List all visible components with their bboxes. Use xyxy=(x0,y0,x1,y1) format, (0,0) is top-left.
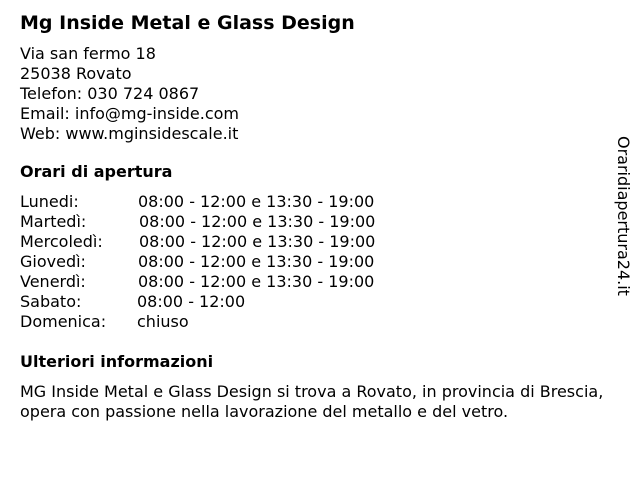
postal-city: 25038 Rovato xyxy=(20,64,132,83)
street-address: Via san fermo 18 xyxy=(20,44,156,63)
phone-line: Telefon: 030 724 0867 xyxy=(20,84,200,103)
hours-time-value: 08:00 - 12:00 e 13:30 - 19:00 xyxy=(138,192,375,211)
opening-hours-title: Orari di apertura xyxy=(20,162,173,181)
hours-row xyxy=(20,192,610,212)
email-line: Email: info@mg-inside.com xyxy=(20,104,240,123)
hours-time-value: chiuso xyxy=(137,312,189,331)
hours-row xyxy=(20,312,610,332)
hours-day-label: Lunedi: xyxy=(20,192,79,211)
more-info-title: Ulteriori informazioni xyxy=(20,352,214,371)
business-description: MG Inside Metal e Glass Design si trova a Rovato, in provincia di Brescia, opera con passione nella lavorazione del metallo e del vetro. xyxy=(20,382,604,421)
hours-day-label: Venerdì: xyxy=(20,272,86,291)
hours-day-label: Giovedì: xyxy=(20,252,86,271)
hours-row xyxy=(20,292,610,312)
hours-day-label: Domenica: xyxy=(20,312,107,331)
web-line: Web: www.mginsidescale.it xyxy=(20,124,239,143)
business-card xyxy=(20,10,610,422)
opening-hours-list xyxy=(20,192,610,332)
hours-row xyxy=(20,252,610,272)
hours-day-label: Sabato: xyxy=(20,292,82,311)
hours-day-label: Martedì: xyxy=(20,212,87,231)
hours-time-value: 08:00 - 12:00 e 13:30 - 19:00 xyxy=(138,272,375,291)
hours-time-value: 08:00 - 12:00 xyxy=(137,292,246,311)
hours-row xyxy=(20,272,610,292)
hours-row xyxy=(20,212,610,232)
hours-time-value: 08:00 - 12:00 e 13:30 - 19:00 xyxy=(139,212,376,231)
hours-day-label: Mercoledì: xyxy=(20,232,103,251)
address-block xyxy=(20,44,610,144)
hours-row xyxy=(20,232,610,252)
site-watermark: Oraridiapertura24.it xyxy=(614,136,633,296)
business-name: Mg Inside Metal e Glass Design xyxy=(20,12,355,34)
hours-time-value: 08:00 - 12:00 e 13:30 - 19:00 xyxy=(138,252,375,271)
hours-time-value: 08:00 - 12:00 e 13:30 - 19:00 xyxy=(139,232,376,251)
